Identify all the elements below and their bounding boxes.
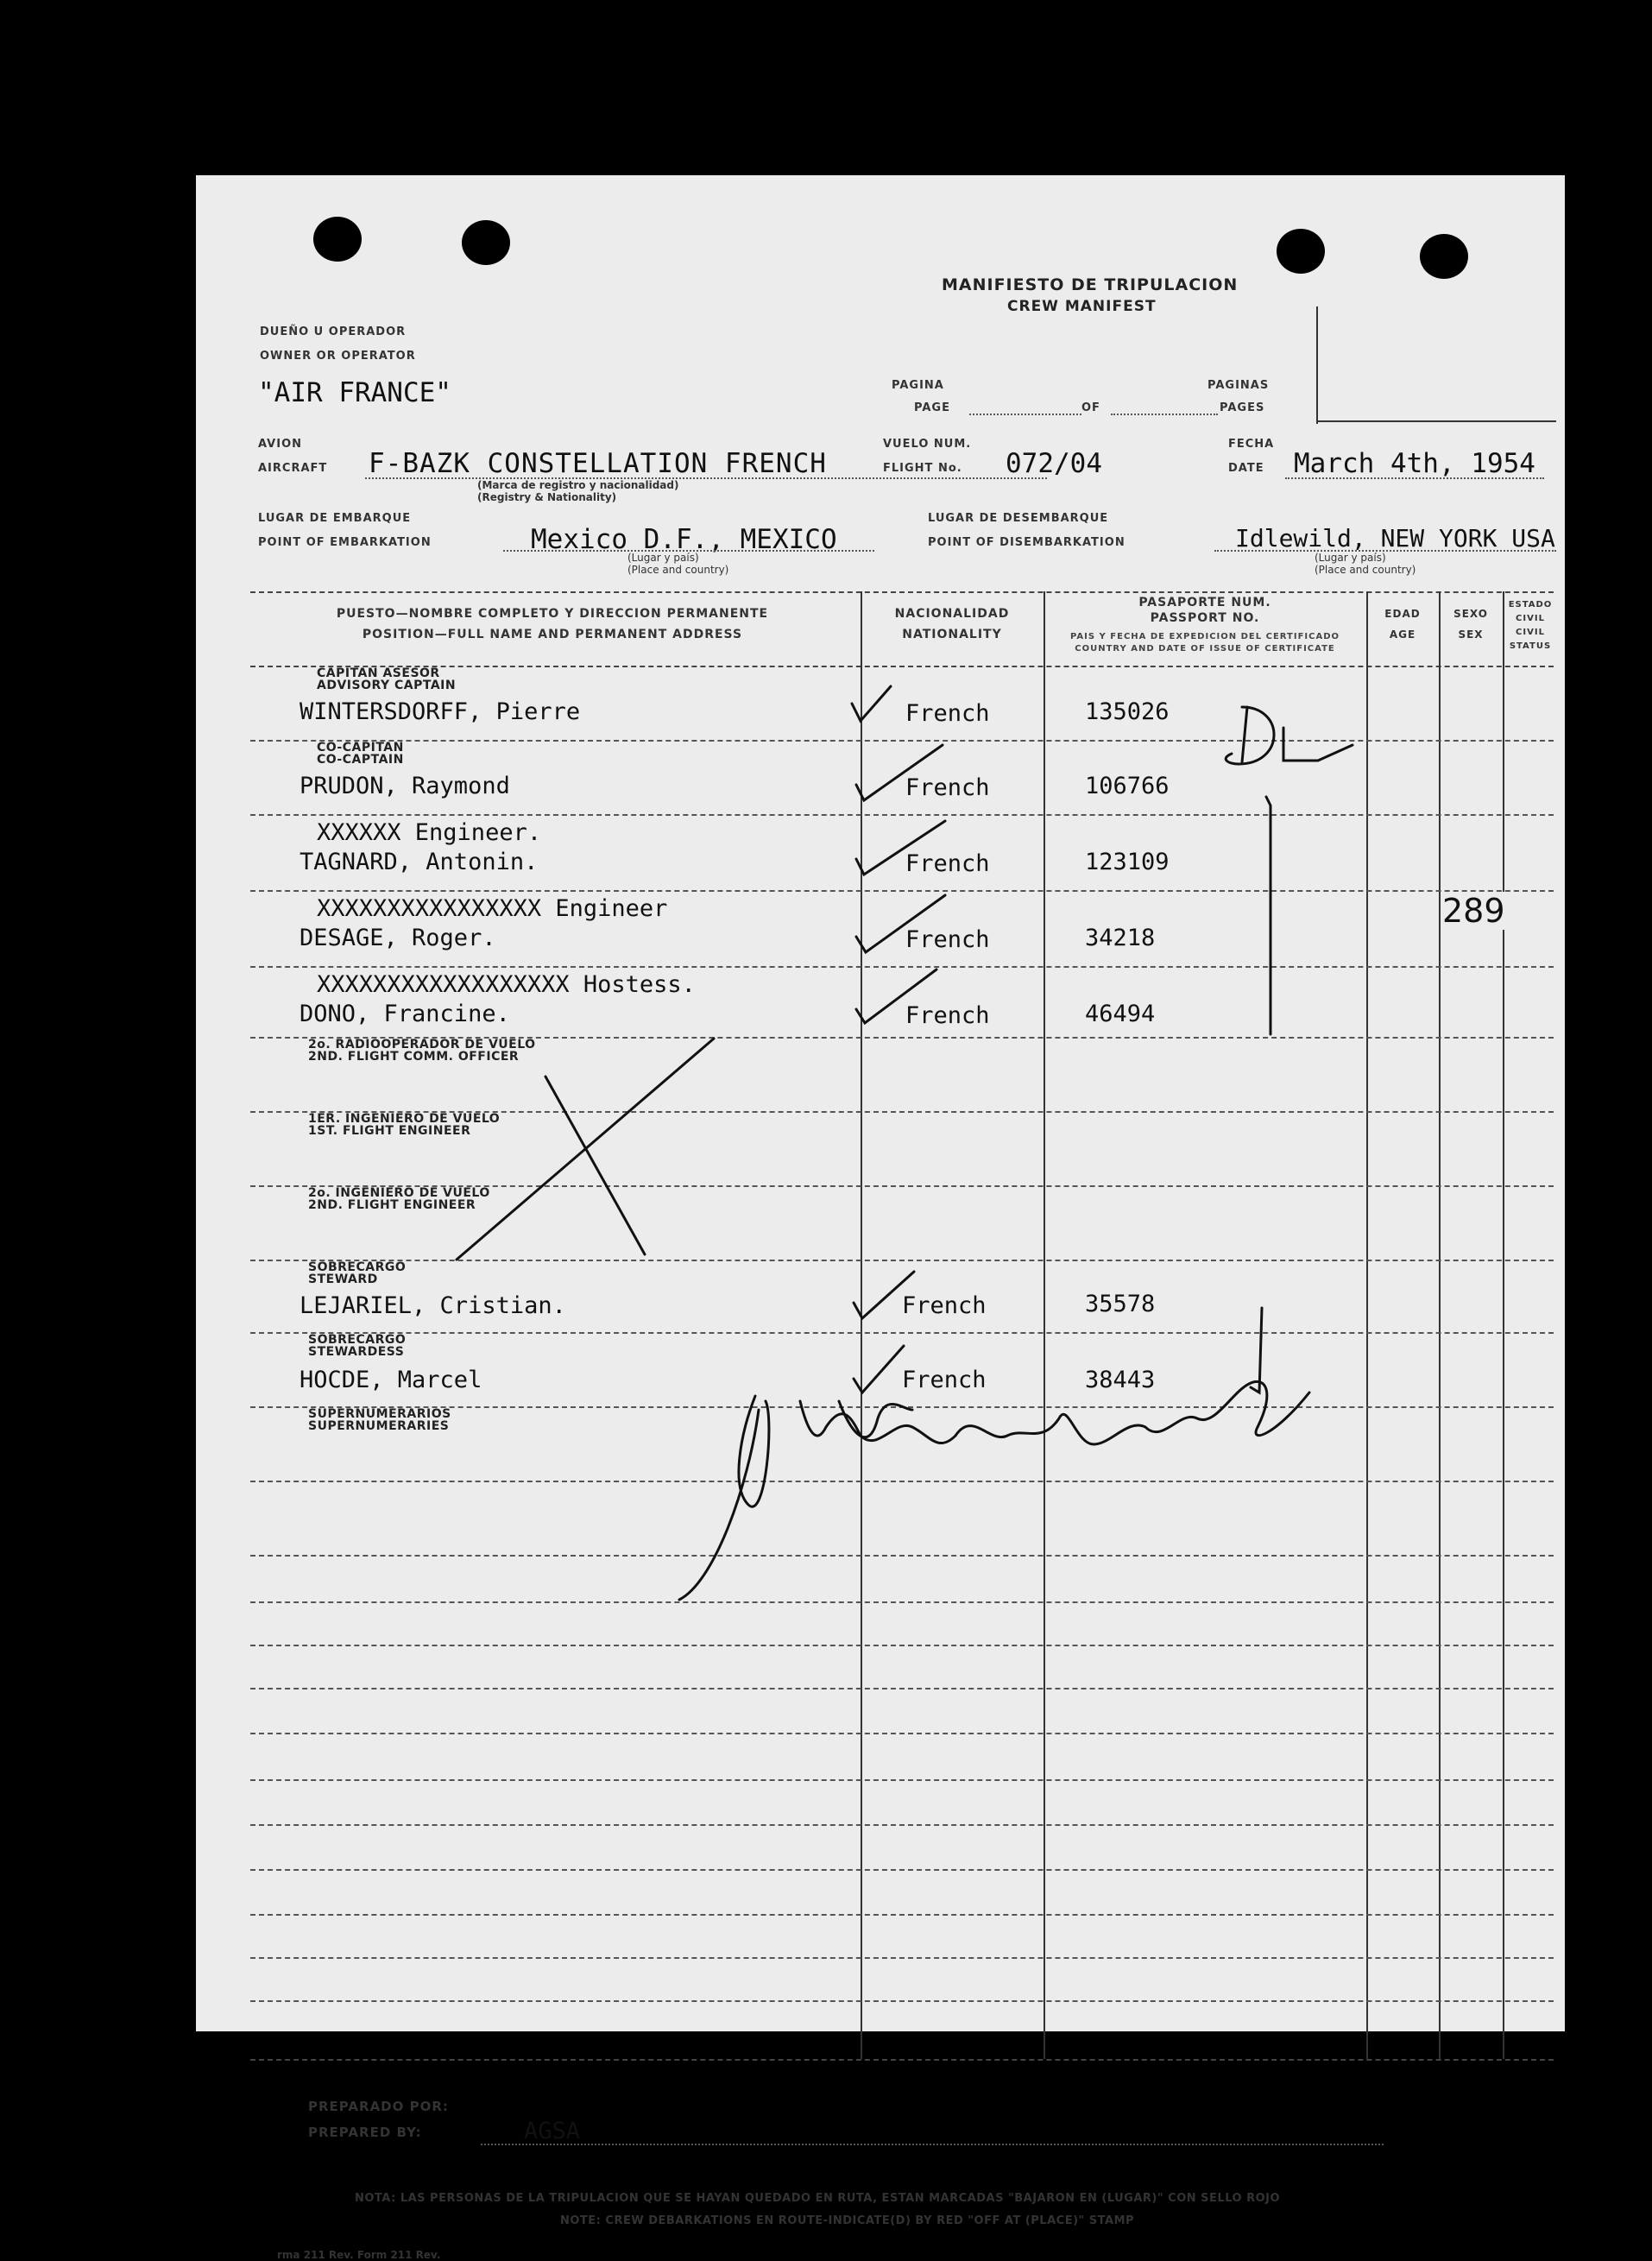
empty-position-en: 1ST. FLIGHT ENGINEER [308,1124,471,1138]
prepared-underline [481,2144,1384,2145]
bracket-line [1266,797,1271,1034]
col-header-passport-en: PASSPORT NO. [1150,611,1260,625]
embarkation-value: Mexico D.F., MEXICO [531,524,837,555]
crew-nationality: French [905,774,990,801]
prepared-label-es: PREPARADO POR: [308,2099,449,2114]
col-header-civil-es: ESTADO CIVIL [1508,600,1553,623]
crew-position-en: CO-CAPTAIN [317,753,404,767]
d-initial [1226,707,1274,764]
handwritten-number: 289 [1442,892,1505,930]
page-label-en: PAGE [914,401,950,414]
manifest-page [196,175,1565,2261]
crew-position-es: CO-CAPITAN [317,741,404,755]
flight-label-en: FLIGHT No. [883,462,962,475]
crew-passport: 46494 [1085,1001,1156,1027]
embarkation-note-en: (Place and country) [627,564,729,576]
owner-label-es: DUEÑO U OPERADOR [260,325,407,338]
disembarkation-note-en: (Place and country) [1315,564,1416,576]
empty-position-es: 2o. INGENIERO DE VUELO [308,1186,490,1200]
crew-name: TAGNARD, Antonin. [300,849,539,875]
col-header-age-es: EDAD [1384,608,1421,620]
crew-name: WINTERSDORFF, Pierre [300,698,581,725]
aircraft-note-en: (Registry & Nationality) [477,491,617,503]
l-initial [1283,728,1352,761]
crew-passport: 106766 [1085,773,1170,799]
check-mark [856,821,945,875]
crew-name: HOCDE, Marcel [300,1367,482,1393]
embarkation-note-es: (Lugar y país) [627,552,699,564]
prepared-value: AGSA [524,2118,581,2144]
crew-position-en: ADVISORY CAPTAIN [317,679,457,692]
disembarkation-label-es: LUGAR DE DESEMBARQUE [928,512,1109,525]
crew-position-es: CAPITAN ASESOR [317,666,440,680]
aircraft-label-es: AVION [258,438,303,451]
flight-label-es: VUELO NUM. [883,438,972,451]
empty-position-es: 1ER. INGENIERO DE VUELO [308,1112,501,1126]
disembarkation-value: Idlewild, NEW YORK USA [1235,524,1555,553]
supernumeraries-label-en: SUPERNUMERARIES [308,1419,450,1433]
manifest-title-es: MANIFIESTO DE TRIPULACION [942,275,1239,294]
form-number: rma 211 Rev. Form 211 Rev. [277,2249,441,2261]
date-label-en: DATE [1228,462,1264,475]
crew-nationality: French [905,700,990,727]
crew-nationality: French [905,926,990,953]
check-mark [856,895,945,952]
empty-position-es: 2o. RADIOOPERADOR DE VUELO [308,1038,536,1052]
crew-name: DONO, Francine. [300,1001,510,1027]
col-header-sex-es: SEXO [1453,608,1488,620]
page-label-es: PAGINA [892,379,944,392]
col-header-sex-en: SEX [1458,628,1484,641]
crew-position-en: STEWARD [308,1273,378,1286]
crew-position-es: SOBRECARGO [308,1260,407,1274]
empty-position-en: 2ND. FLIGHT COMM. OFFICER [308,1050,520,1064]
crew-passport: 38443 [1085,1367,1156,1393]
col-header-passport-note-en: COUNTRY AND DATE OF ISSUE OF CERTIFICATE [1075,644,1335,654]
check-mark [854,1272,914,1318]
col-header-nationality-es: NACIONALIDAD [894,607,1010,621]
manifest-title-en: CREW MANIFEST [1007,298,1157,315]
check-mark [854,1346,904,1393]
disembarkation-label-en: POINT OF DISEMBARKATION [928,536,1126,549]
crew-name: DESAGE, Roger. [300,925,496,951]
aircraft-label-en: AIRCRAFT [258,462,328,475]
crew-position-en: STEWARDESS [308,1345,405,1359]
table-bottom-border [250,2059,1554,2061]
col-header-passport-note-es: PAIS Y FECHA DE EXPEDICION DEL CERTIFICADO [1070,632,1340,641]
page-of-label: OF [1081,401,1100,414]
pages-total-label-en: PAGES [1220,401,1265,414]
embarkation-label-es: LUGAR DE EMBARQUE [258,512,412,525]
col-header-position-en: POSITION—FULL NAME AND PERMANENT ADDRESS [362,628,743,641]
crew-passport: 34218 [1085,925,1156,951]
x-mark-line [545,1077,645,1254]
check-mark [852,686,891,721]
embarkation-label-en: POINT OF EMBARKATION [258,536,432,549]
check-mark [856,969,936,1023]
col-header-nationality-en: NATIONALITY [902,628,1002,641]
check-mark [856,745,943,800]
col-header-age-en: AGE [1389,628,1416,641]
aircraft-value: F-BAZK CONSTELLATION FRENCH [369,448,827,479]
crew-passport: 35578 [1085,1291,1156,1317]
col-header-civil-en: CIVIL STATUS [1509,628,1552,651]
prepared-label-en: PREPARED BY: [308,2125,422,2140]
bracket-line [1251,1308,1262,1393]
empty-position-en: 2ND. FLIGHT ENGINEER [308,1198,476,1212]
crew-passport: 135026 [1085,698,1170,725]
crew-name: LEJARIEL, Cristian. [300,1292,566,1319]
owner-label-en: OWNER OR OPERATOR [260,350,416,363]
handwritten-initials [1242,693,1258,705]
crew-passport: 123109 [1085,849,1170,875]
note-en: NOTE: CREW DEBARKATIONS EN ROUTE-INDICATE(D) BY RED "OFF AT (PLACE)" STAMP [560,2214,1135,2227]
date-label-es: FECHA [1228,438,1275,451]
crew-nationality: French [902,1292,987,1319]
crew-typed-position: XXXXXX Engineer. [317,819,542,846]
col-header-passport-es: PASAPORTE NUM. [1138,596,1271,609]
crew-name: PRUDON, Raymond [300,773,510,799]
signature [679,1381,1309,1600]
pages-total-label-es: PAGINAS [1207,379,1270,392]
owner-value: "AIR FRANCE" [258,377,451,408]
crew-nationality: French [902,1367,987,1393]
flight-value: 072/04 [1006,448,1102,479]
crew-typed-position: XXXXXXXXXXXXXXXXXX Hostess. [317,971,696,998]
date-value: March 4th, 1954 [1294,448,1535,479]
crew-position-es: SOBRECARGO [308,1333,407,1347]
handwriting-overlay [196,175,1565,2031]
note-es: NOTA: LAS PERSONAS DE LA TRIPULACION QUE SE HAYAN QUEDADO EN RUTA, ESTAN MARCADAS "BAJARON EN (LUGAR)" CON SELLO ROJO [355,2192,1281,2205]
crew-nationality: French [905,850,990,877]
col-header-position-es: PUESTO—NOMBRE COMPLETO Y DIRECCION PERMANENTE [336,607,769,621]
disembarkation-note-es: (Lugar y país) [1315,552,1386,564]
aircraft-note-es: (Marca de registro y nacionalidad) [477,479,679,491]
crew-typed-position: XXXXXXXXXXXXXXXX Engineer [317,895,668,922]
supernumeraries-label-es: SUPERNUMERARIOS [308,1407,451,1421]
crew-nationality: French [905,1002,990,1029]
